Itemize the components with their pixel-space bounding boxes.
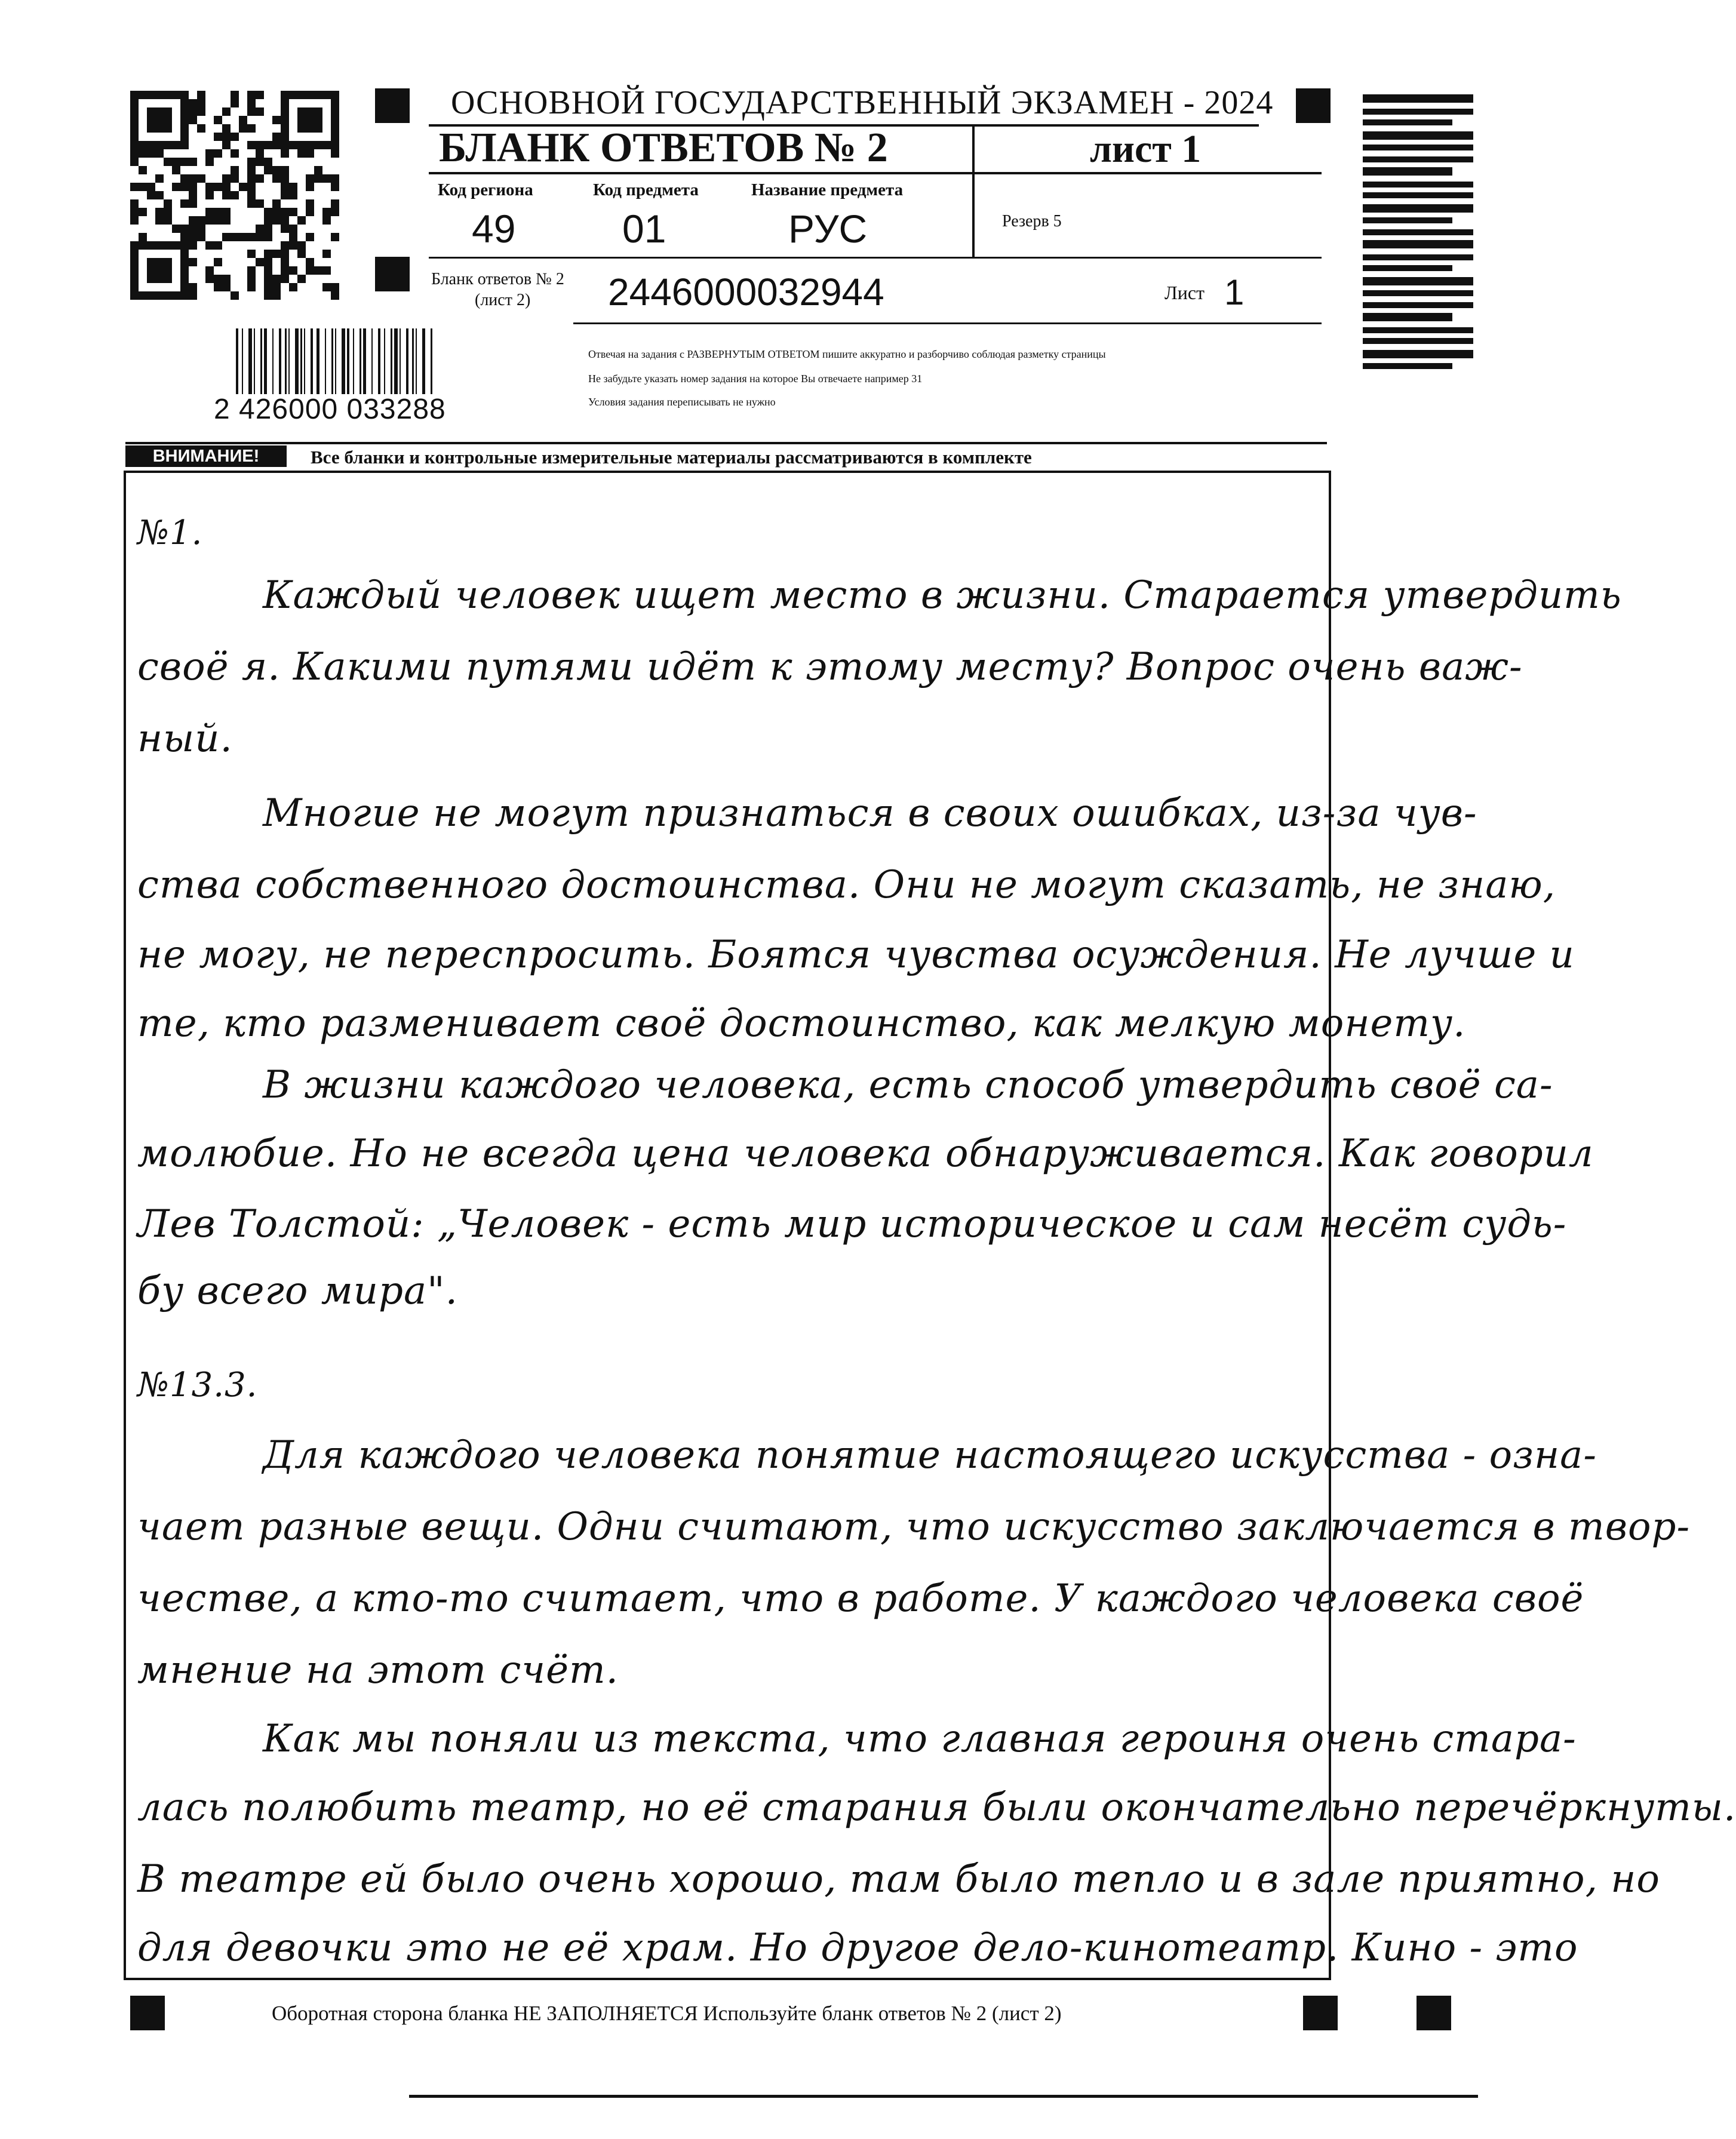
answer-line: Для каждого человека понятие настоящего искусства - озна- (263, 1433, 1597, 1477)
registration-mark-top-right (1296, 88, 1331, 123)
side-stripe-code (1363, 94, 1473, 375)
reserve-label: Резерв 5 (1002, 212, 1062, 231)
answer-line: В театре ей было очень хорошо, там было тепло и в зале приятно, но (137, 1857, 1660, 1901)
subject-name-label: Название предмета (751, 180, 904, 199)
answer-line: мнение на этот счёт. (137, 1648, 619, 1692)
sheet-label: лист 1 (1090, 127, 1202, 171)
qr-code (130, 91, 339, 300)
registration-mark-bottom-mid (1303, 1996, 1338, 2030)
notice-top-line (125, 442, 1327, 444)
answer-line: не могу, не переспросить. Боятся чувства осуждения. Не лучше и (137, 933, 1575, 977)
subject-code-value: 01 (622, 207, 666, 251)
answer-line: ный. (137, 717, 233, 761)
instruction-line-3: Условия задания переписывать не нужно (588, 396, 776, 408)
form2-label-1: Бланк ответов № 2 (431, 270, 564, 288)
answer-line: В жизни каждого человека, есть способ утвердить своё са- (263, 1063, 1553, 1107)
instruction-line-1: Отвечая на задания с РАЗВЕРНУТЫМ ОТВЕТОМ пишите аккуратно и разборчиво соблюдая разметку страницы (588, 348, 1106, 360)
list-value: 1 (1224, 272, 1245, 312)
subject-code-label: Код предмета (593, 180, 699, 199)
notice-badge: ВНИМАНИЕ! (125, 445, 287, 467)
answer-line: Как мы поняли из текста, что главная героиня очень стара- (263, 1717, 1577, 1761)
answer-line: молюбие. Но не всегда цена человека обнаруживается. Как говорил (137, 1132, 1594, 1176)
bottom-rule (409, 2095, 1478, 2098)
linear-barcode (236, 328, 551, 394)
answer-line: Многие не могут признаться в своих ошибках, из-за чув- (263, 791, 1477, 835)
form2-underline (573, 322, 1322, 324)
answer-line: Лев Толстой: „Человек - есть мир историческое и сам несёт судь- (137, 1202, 1567, 1246)
registration-mark-bottom-left (130, 1996, 165, 2030)
header-grid-divider (972, 127, 975, 257)
instruction-line-2: Не забудьте указать номер задания на которое Вы отвечаете например 31 (588, 373, 923, 385)
barcode-number: 2 426000 033288 (214, 394, 446, 425)
answer-line: своё я. Какими путями идёт к этому месту? Вопрос очень важ- (137, 645, 1523, 689)
header-grid-line-2 (429, 257, 1322, 259)
answer-line: лась полюбить театр, но её старания были окончательно перечёркнуты. (137, 1785, 1736, 1830)
answer-line: те, кто разменивает своё достоинство, как мелкую монету. (137, 1001, 1466, 1046)
answer-line: №1. (137, 514, 203, 552)
registration-mark-mid-left (375, 257, 410, 291)
form-title: БЛАНК ОТВЕТОВ № 2 (439, 125, 888, 171)
subject-name-value: РУС (788, 207, 868, 251)
form2-number: 2446000032944 (608, 271, 884, 314)
registration-mark-top-left (375, 88, 410, 123)
answer-line: честве, а кто-то считает, что в работе. У каждого человека своё (137, 1576, 1584, 1621)
exam-title: ОСНОВНОЙ ГОСУДАРСТВЕННЫЙ ЭКЗАМЕН - 2024 (451, 84, 1274, 121)
registration-mark-bottom-right (1417, 1996, 1451, 2030)
answer-line: чает разные вещи. Одни считают, что искусство заключается в твор- (137, 1505, 1691, 1549)
list-label: Лист (1164, 282, 1205, 303)
answer-line: ства собственного достоинства. Они не могут сказать, не знаю, (137, 863, 1556, 907)
header-grid-line-1 (429, 172, 1322, 174)
region-label: Код региона (438, 180, 533, 199)
answer-line: Каждый человек ищет место в жизни. Старается утвердить (263, 573, 1622, 617)
footer-text: Оборотная сторона бланка НЕ ЗАПОЛНЯЕТСЯ Используйте бланк ответов № 2 (лист 2) (272, 2002, 1062, 2025)
answer-line: №13.3. (137, 1366, 258, 1405)
notice-text: Все бланки и контрольные измерительные материалы рассматриваются в комплекте (311, 447, 1032, 468)
answer-line: бу всего мира". (137, 1269, 458, 1313)
form2-label-2: (лист 2) (475, 291, 531, 309)
region-value: 49 (472, 207, 516, 251)
answer-line: для девочки это не её храм. Но другое дело-кинотеатр. Кино - это (137, 1926, 1578, 1970)
